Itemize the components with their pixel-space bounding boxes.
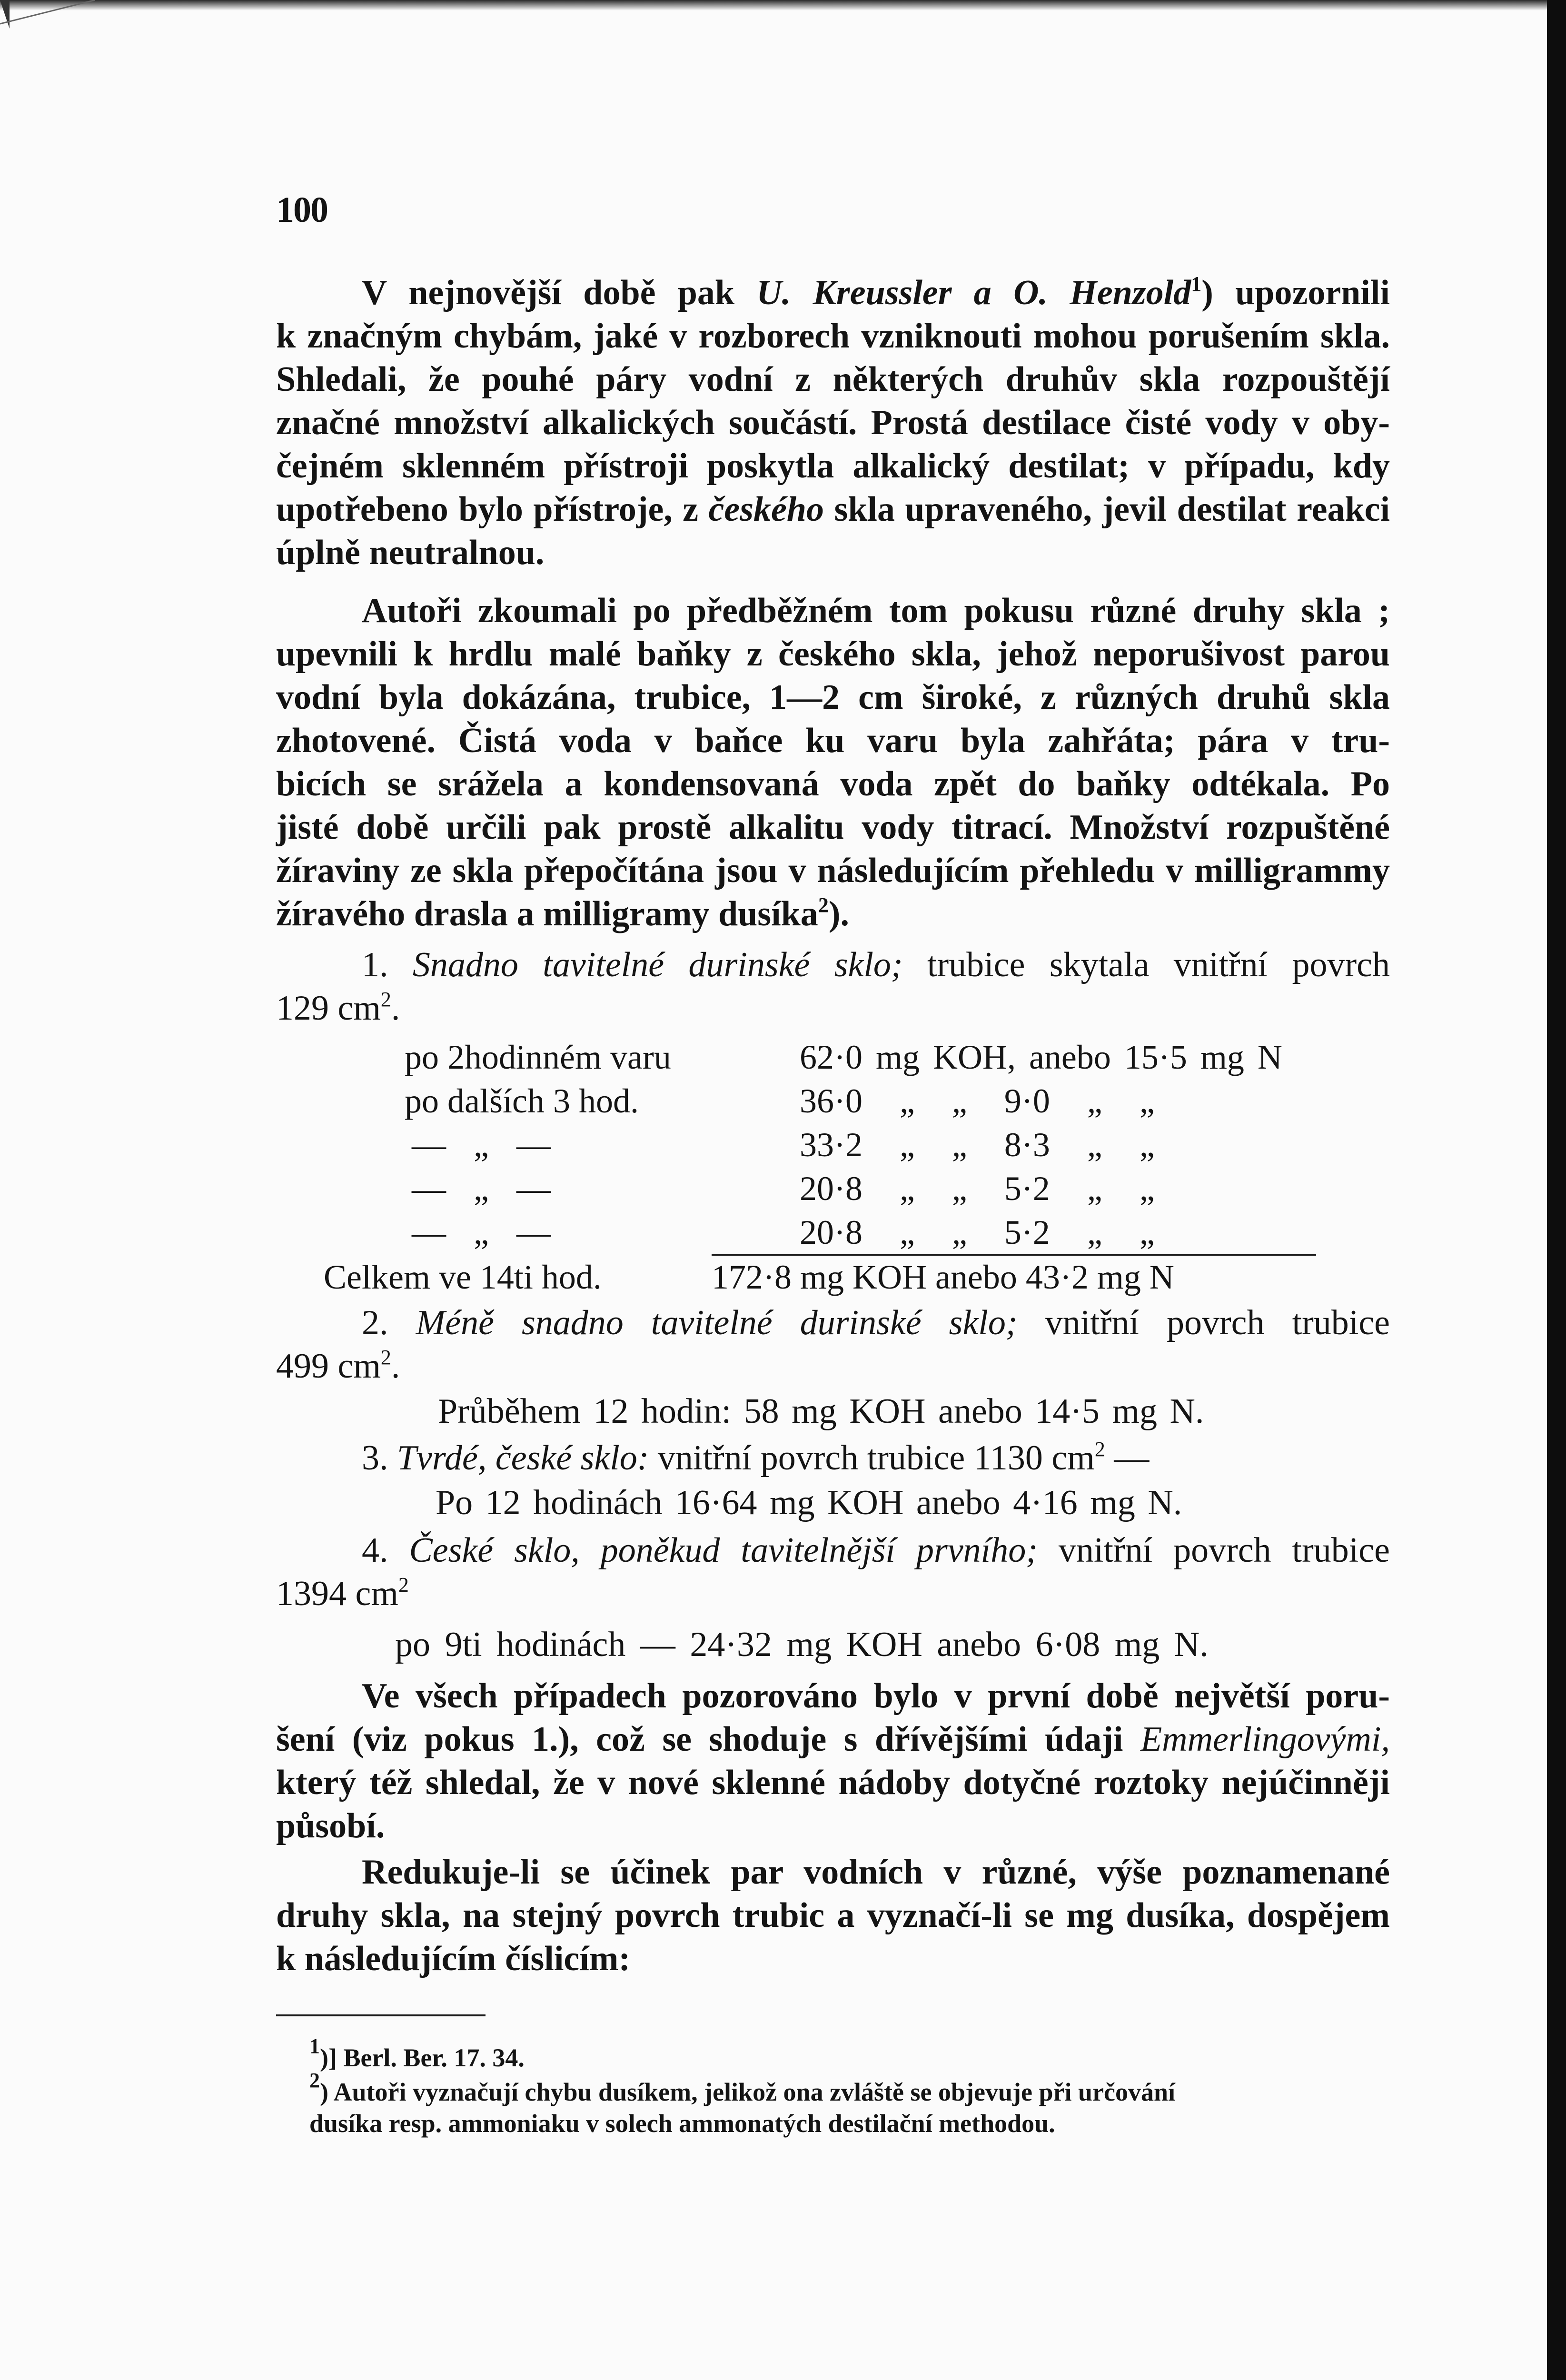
sum-rule — [712, 1254, 1316, 1256]
text-run: 129 cm — [276, 989, 381, 1028]
text-run: V nejnovější době pak — [362, 273, 757, 312]
text-line: druhy skla, na stejný povrch trubic a vyznačí-li se mg dusíka, dospějem — [276, 1896, 1390, 1935]
row-label: — „ — — [412, 1170, 551, 1208]
text-run: — — [1105, 1438, 1150, 1478]
text-line: Redukuje-li se účinek par vodních v různé, výše poznamenané — [362, 1853, 1390, 1892]
row-value: 33·2 „ „ 8·3 „ „ — [800, 1126, 1155, 1164]
row-label: po dalších 3 hod. — [405, 1082, 639, 1120]
result-line: Po 12 hodinách 16·64 mg KOH anebo 4·16 mg N. — [436, 1483, 1182, 1522]
text-line: který též shledal, že v nové sklenné nádoby dotyčné roztoky nejúčinněji — [276, 1763, 1390, 1802]
scan-edge-right — [1547, 0, 1566, 2380]
row-value: 36·0 „ „ 9·0 „ „ — [800, 1082, 1155, 1120]
text-line: Autoři zkoumali po předběžném tom pokusu různé druhy skla ; — [362, 591, 1390, 630]
text-run: ) upozornili — [1201, 273, 1390, 312]
text-run: trubice skytala vnitřní povrch — [902, 945, 1390, 984]
text-run: ). — [828, 894, 849, 933]
paragraph-reduction — [276, 1851, 1390, 1981]
glass-type: Méně snadno tavitelné durinské sklo; — [416, 1303, 1018, 1342]
row-value: 62·0 mg KOH, anebo 15·5 mg N — [800, 1038, 1282, 1076]
text-line: jisté době určili pak prostě alkalitu vody titrací. Množství rozpuštěné — [276, 808, 1390, 847]
footnote-1 — [309, 2034, 1390, 2073]
footnote-text: )] Berl. Ber. 17. 34. — [320, 2043, 525, 2072]
text-run: . — [391, 989, 400, 1028]
superscript: 2 — [380, 1346, 391, 1369]
text-run: 499 cm — [276, 1347, 381, 1386]
text-line: Ve všech případech pozorováno bylo v první době největší poru- — [362, 1676, 1390, 1716]
item-number: 4. — [362, 1531, 388, 1570]
footnote-text: dusíka resp. ammoniaku v solech ammonatých destilační methodou. — [309, 2109, 1055, 2138]
author-name: Emmerlingovými, — [1140, 1720, 1390, 1759]
scan-edge-top — [0, 0, 1566, 10]
item-number: 2. — [362, 1303, 388, 1342]
text-line: Shledali, že pouhé páry vodní z některých druhův skla rozpouštějí — [276, 360, 1390, 399]
superscript: 2 — [1094, 1438, 1105, 1461]
text-run: upotřebeno bylo přístroje, z — [276, 490, 709, 529]
footnote-ref: 1 — [1191, 272, 1202, 296]
result-line: po 9ti hodinách — 24·32 mg KOH anebo 6·08 mg N. — [395, 1625, 1209, 1664]
text-line: k následujícím číslicím: — [276, 1939, 631, 1978]
text-run: šení (viz pokus 1.), což se shoduje s dřívějšími údaji — [276, 1720, 1140, 1759]
table-row — [324, 1125, 1342, 1168]
text-line: bicích se srážela a kondensovaná voda zpět do baňky odtékala. Po — [276, 764, 1390, 803]
glass-type: Snadno tavitelné durinské sklo; — [412, 945, 903, 984]
item-3-result — [436, 1481, 1388, 1525]
total-label: Celkem ve 14ti hod. — [324, 1258, 602, 1296]
text-run: skla upraveného, jevil destilat reakci — [824, 490, 1390, 529]
text-line: čejném sklenném přístroji poskytla alkalický destilat; v případu, kdy — [276, 446, 1390, 486]
row-label: po 2hodinném varu — [405, 1038, 671, 1076]
text-line: k značným chybám, jaké v rozborech vzniknouti mohou porušením skla. — [276, 317, 1390, 356]
text-run: vnitřní povrch trubice 1130 cm — [649, 1438, 1095, 1478]
result-line: Průběhem 12 hodin: 58 mg KOH anebo 14·5 mg N. — [438, 1392, 1204, 1431]
row-value: 20·8 „ „ 5·2 „ „ — [800, 1170, 1155, 1208]
table-total-row — [324, 1258, 1342, 1300]
text-run: žíravého drasla a milligramy dusíka — [276, 894, 818, 933]
item-4-result — [395, 1623, 1390, 1666]
text-line: úplně neutralnou. — [276, 533, 545, 572]
text-run: . — [391, 1347, 400, 1386]
table-row — [324, 1038, 1342, 1081]
emphasis: českého — [708, 490, 824, 529]
item-2 — [276, 1301, 1390, 1388]
glass-type: České sklo, poněkud tavitelnější prvního; — [409, 1531, 1038, 1570]
text-line: značné množství alkalických součástí. Prostá destilace čisté vody v oby- — [276, 403, 1390, 442]
row-label: — „ — — [412, 1213, 551, 1251]
item-number: 1. — [362, 945, 388, 984]
footnote-2 — [309, 2069, 1390, 2139]
text-run: vnitřní povrch trubice — [1037, 1531, 1390, 1570]
item-3 — [276, 1437, 1390, 1480]
item-1 — [276, 943, 1390, 1030]
text-run: 1394 cm — [276, 1574, 398, 1613]
footnote-text: ) Autoři vyznačují chybu dusíkem, jelikož ona zvláště se objevuje při určování — [320, 2078, 1175, 2106]
page-number: 100 — [276, 190, 327, 230]
footnote-rule — [276, 2014, 486, 2016]
text-line: upevnili k hrdlu malé baňky z českého skla, jehož neporušivost parou — [276, 635, 1390, 674]
table-row — [324, 1213, 1342, 1256]
scan-corner-mark — [0, 0, 95, 29]
superscript: 2 — [380, 988, 391, 1011]
superscript: 2 — [398, 1573, 409, 1597]
item-4 — [276, 1529, 1390, 1616]
text-line: žíraviny ze skla přepočítána jsou v následujícím přehledu v milligrammy — [276, 851, 1390, 890]
row-label: — „ — — [412, 1126, 551, 1164]
total-value: 172·8 mg KOH anebo 43·2 mg N — [712, 1258, 1174, 1296]
paragraph-method — [276, 589, 1390, 936]
footnote-ref: 2 — [818, 893, 829, 917]
glass-type: Tvrdé, české sklo: — [397, 1438, 649, 1478]
footnote-mark: 1 — [309, 2034, 320, 2058]
item-number: 3. — [362, 1438, 388, 1478]
author-names: U. Kreussler a O. Henzold — [756, 273, 1191, 312]
table-row — [324, 1081, 1342, 1124]
text-line: působí. — [276, 1806, 385, 1845]
paragraph-intro — [276, 271, 1390, 575]
row-value: 20·8 „ „ 5·2 „ „ — [800, 1213, 1155, 1251]
text-line: zhotovené. Čistá voda v baňce ku varu byla zahřáta; pára v tru- — [276, 721, 1390, 760]
item-2-result — [438, 1390, 1390, 1433]
table-row — [324, 1169, 1342, 1212]
text-run: vnitřní povrch trubice — [1017, 1303, 1390, 1342]
footnote-mark: 2 — [309, 2069, 320, 2092]
text-line: vodní byla dokázána, trubice, 1—2 cm široké, z různých druhů skla — [276, 678, 1390, 717]
paragraph-observation — [276, 1675, 1390, 1848]
